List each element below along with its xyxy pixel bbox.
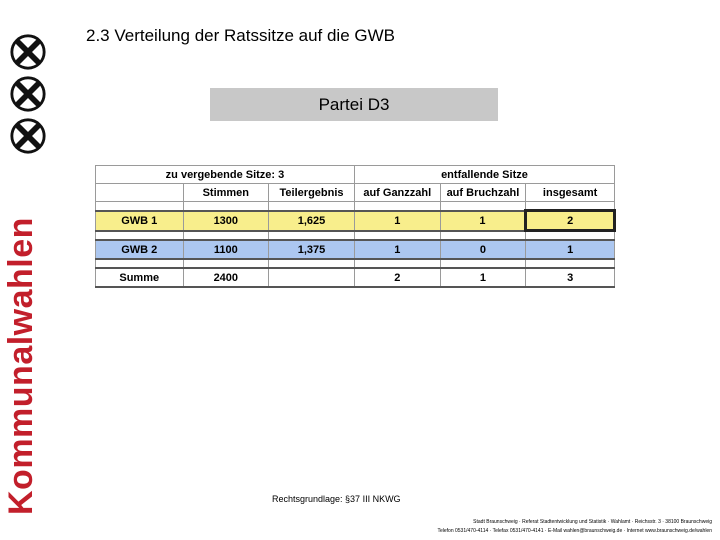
spacer-row: [96, 202, 615, 211]
column-header: insgesamt: [526, 184, 615, 202]
group-right-header: entfallende Sitze: [354, 166, 614, 184]
cell-ganzzahl: 2: [354, 268, 440, 287]
column-header: auf Ganzzahl: [354, 184, 440, 202]
cell-teilergebnis: 1,375: [269, 240, 355, 259]
cell-bruchzahl: 1: [440, 211, 526, 231]
cell-bruchzahl: 0: [440, 240, 526, 259]
cell-insgesamt: 1: [526, 240, 615, 259]
cell-teilergebnis: 1,625: [269, 211, 355, 231]
footer-address: Stadt Braunschweig · Referat Stadtentwicklung und Statistik · Wahlamt · Reichsstr. 3 · 38100 Braunschweig: [473, 519, 712, 525]
group-left-header: zu vergebende Sitze: 3: [96, 166, 355, 184]
table-column-header: [96, 184, 615, 202]
x-circle-icon: [9, 33, 47, 71]
sum-row: [96, 268, 615, 287]
row-name: Summe: [96, 268, 184, 287]
x-circle-icon: [9, 117, 47, 155]
cell-ganzzahl: 1: [354, 211, 440, 231]
column-header: Teilergebnis: [269, 184, 355, 202]
brand-vertical-title: Kommunalwahlen: [2, 217, 40, 515]
sidebar: [0, 0, 60, 540]
column-header: auf Bruchzahl: [440, 184, 526, 202]
cell-ganzzahl: 1: [354, 240, 440, 259]
spacer-row: [96, 231, 615, 241]
cell-insgesamt: 3: [526, 268, 615, 287]
row-name: GWB 1: [96, 211, 184, 231]
x-circle-icon: [9, 75, 47, 113]
table-row: [96, 211, 615, 231]
cell-stimmen: 2400: [183, 268, 269, 287]
table-row: [96, 240, 615, 259]
cell-teilergebnis: [269, 268, 355, 287]
empty-header-cell: [96, 184, 184, 202]
cell-stimmen: 1100: [183, 240, 269, 259]
cell-insgesamt: 2: [526, 211, 615, 231]
party-label: Partei D3: [210, 88, 498, 121]
spacer-row: [96, 259, 615, 268]
row-name: GWB 2: [96, 240, 184, 259]
results-table: [95, 165, 616, 288]
cell-bruchzahl: 1: [440, 268, 526, 287]
cell-stimmen: 1300: [183, 211, 269, 231]
footer-contact: Telefon 0531/470-4114 · Telefax 0531/470-4141 · E-Mail wahlen@braunschweig.de · Internet www.braunschweig.de/wahlen: [437, 528, 712, 534]
table-group-header: [96, 166, 615, 184]
column-header: Stimmen: [183, 184, 269, 202]
legal-basis: Rechtsgrundlage: §37 III NKWG: [272, 494, 401, 504]
page-title: 2.3 Verteilung der Ratssitze auf die GWB: [86, 26, 395, 45]
